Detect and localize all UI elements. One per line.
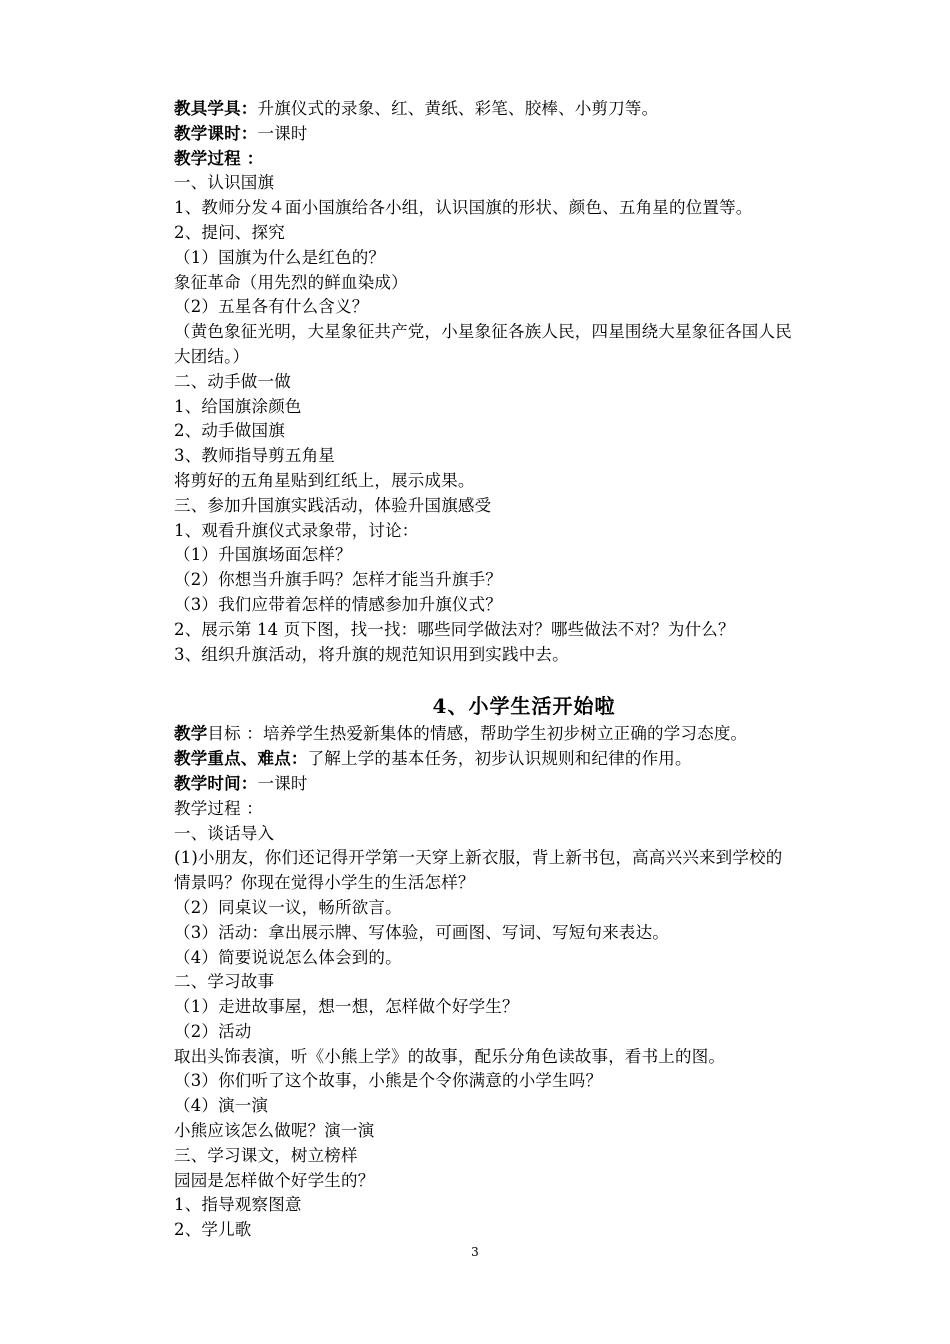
teaching-tools-line [174, 97, 874, 122]
body-line: （4）简要说说怎么体会到的。 [174, 947, 402, 967]
body-line: 一、谈话导入 [174, 823, 275, 843]
teaching-time-line [174, 772, 874, 797]
body-line: 将剪好的五角星贴到红纸上，展示成果。 [174, 470, 475, 490]
body-line: 小熊应该怎么做呢？演一演 [174, 1121, 375, 1141]
teaching-process-heading: 教学过程 ： [174, 148, 264, 168]
body-line: 象征革命（用先烈的鲜血染成） [174, 272, 408, 292]
body-line: 园园是怎样做个好学生的？ [174, 1170, 375, 1190]
body-line: （1）升国旗场面怎样？ [174, 545, 352, 565]
page-content [174, 97, 874, 1243]
teaching-goal-text: 培养学生热爱新集体的情感，帮助学生初步树立正确的学习态度。 [262, 724, 748, 744]
body-line: 情景吗？你现在觉得小学生的生活怎样？ [174, 873, 475, 893]
body-line: 二、学习故事 [174, 972, 275, 992]
page-number: 3 [471, 1245, 479, 1259]
body-line: 1、给国旗涂颜色 [174, 396, 302, 416]
body-line: 2、提问、探究 [174, 222, 285, 242]
lesson-title: 4、小学生活开始啦 [432, 694, 616, 719]
teaching-tools-label: 教具学具： [174, 99, 258, 118]
body-line: （3）你们听了这个故事，小熊是个令你满意的小学生吗？ [174, 1071, 603, 1091]
body-line: （2）你想当升旗手吗？怎样才能当升旗手？ [174, 570, 502, 590]
class-hours-line [174, 122, 874, 147]
class-hours-label: 教学课时： [174, 123, 258, 143]
key-points-text: 了解上学的基本任务，初步认识规则和纪律的作用。 [307, 749, 692, 769]
body-line: 一、认识国旗 [174, 173, 275, 193]
teaching-time-label: 教学时间： [174, 773, 258, 793]
body-line: 1、指导观察图意 [174, 1195, 302, 1215]
body-line: 大团结。） [174, 346, 250, 366]
body-line: （3）我们应带着怎样的情感参加升旗仪式？ [174, 594, 502, 614]
body-line: （2）活动 [174, 1021, 252, 1041]
body-line: （1）国旗为什么是红色的？ [174, 247, 386, 267]
body-line: 三、学习课文，树立榜样 [174, 1145, 358, 1165]
body-line: (1)小朋友，你们还记得开学第一天穿上新衣服，背上新书包，高高兴兴来到学校的 [174, 848, 783, 868]
body-line: （1）走进故事屋，想一想，怎样做个好学生？ [174, 997, 519, 1017]
body-line: （2）五星各有什么含义？ [174, 297, 369, 317]
body-line: 2、动手做国旗 [174, 421, 285, 441]
body-line: （黄色象征光明，大星象征共产党，小星象征各族人民，四星围绕大星象征各国人民 [174, 322, 792, 342]
body-line: 3、组织升旗活动，将升旗的规范知识用到实践中去。 [174, 644, 569, 664]
teaching-goal-label-rest: 目标 ： [207, 724, 263, 744]
teaching-time-text: 一课时 [257, 773, 308, 793]
body-line: （2）同桌议一议，畅所欲言。 [174, 897, 402, 917]
body-line: 三、参加升国旗实践活动，体验升国旗感受 [174, 495, 492, 515]
key-points-line [174, 747, 874, 772]
body-line: 2、展示第 14 页下图，找一找：哪些同学做法对？哪些做法不对？为什么？ [174, 619, 735, 639]
class-hours-text: 一课时 [257, 123, 308, 143]
teaching-goal-label: 教学 [174, 724, 208, 744]
body-line: 教学过程 ： [174, 798, 263, 818]
body-line: （3）活动：拿出展示牌、写体验，可画图、写词、写短句来表达。 [174, 922, 669, 942]
body-line: 取出头饰表演，听《小熊上学》的故事，配乐分角色读故事，看书上的图。 [174, 1046, 726, 1066]
body-line: 1、教师分发４面小国旗给各小组，认识国旗的形状、颜色、五角星的位置等。 [174, 198, 753, 218]
teaching-tools-text: 升旗仪式的录象、红、黄纸、彩笔、胶棒、小剪刀等。 [257, 99, 659, 118]
body-line: 1、观看升旗仪式录象带，讨论： [174, 520, 419, 540]
teaching-goal-line [174, 722, 874, 747]
body-line: 3、教师指导剪五角星 [174, 446, 335, 466]
body-line: 2、学儿歌 [174, 1220, 252, 1240]
body-line: 二、动手做一做 [174, 371, 291, 391]
key-points-label: 教学重点、难点： [174, 749, 308, 769]
body-line: （4）演一演 [174, 1096, 269, 1116]
